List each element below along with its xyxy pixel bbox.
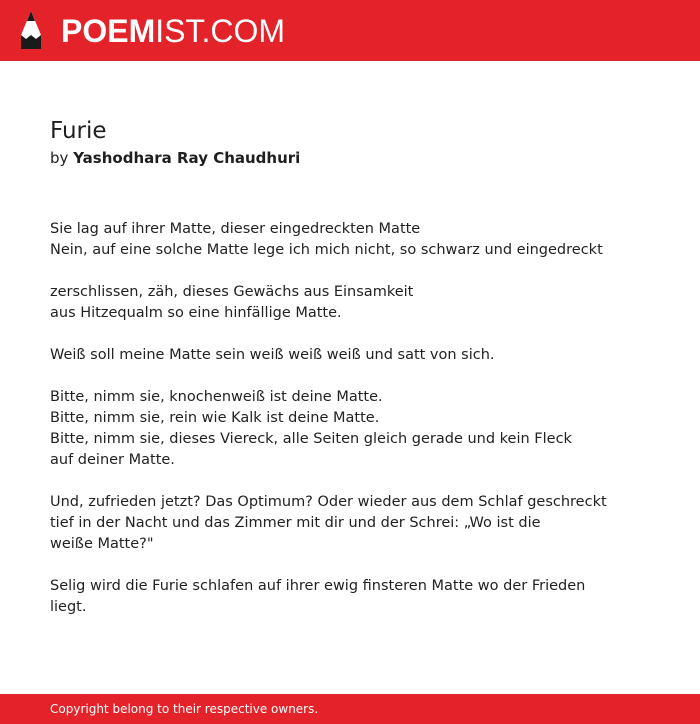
poem-line: zerschlissen, zäh, dieses Gewächs aus Einsamkeit — [50, 284, 414, 300]
poem-title: Furie — [50, 118, 107, 144]
stanza — [50, 282, 650, 324]
stanza — [50, 387, 650, 471]
poem-line: Bitte, nimm sie, rein wie Kalk ist deine Matte. — [50, 410, 380, 426]
poem-line: weiße Matte?" — [50, 536, 154, 552]
poem-line: Und, zufrieden jetzt? Das Optimum? Oder wieder aus dem Schlaf geschreckt — [50, 494, 607, 510]
byline — [50, 149, 300, 167]
stanza — [50, 492, 650, 555]
poem-line: Nein, auf eine solche Matte lege ich mich nicht, so schwarz und eingedreckt — [50, 242, 603, 258]
poem-line: Weiß soll meine Matte sein weiß weiß weiß und satt von sich. — [50, 347, 495, 363]
poem-line: aus Hitzequalm so eine hinfällige Matte. — [50, 305, 342, 321]
poem-line: tief in der Nacht und das Zimmer mit dir und der Schrei: „Wo ist die — [50, 515, 541, 531]
stanza — [50, 345, 650, 366]
site-header — [0, 0, 700, 61]
author-name[interactable]: Yashodhara Ray Chaudhuri — [73, 149, 301, 167]
stanza — [50, 576, 650, 618]
by-label: by — [50, 149, 69, 167]
copyright-text: Copyright belong to their respective owners. — [50, 702, 319, 716]
stanza — [50, 219, 650, 261]
poem-body — [50, 219, 650, 639]
poem-line: Bitte, nimm sie, dieses Viereck, alle Seiten gleich gerade und kein Fleck — [50, 431, 572, 447]
poem-line: auf deiner Matte. — [50, 452, 175, 468]
poem-line: Sie lag auf ihrer Matte, dieser eingedreckten Matte — [50, 221, 421, 237]
poem-line: liegt. — [50, 599, 87, 615]
poem-line: Selig wird die Furie schlafen auf ihrer ewig finsteren Matte wo der Frieden — [50, 578, 586, 594]
poem-line: Bitte, nimm sie, knochenweiß ist deine Matte. — [50, 389, 383, 405]
pencil-tip-icon[interactable] — [19, 9, 43, 53]
site-logo-text[interactable] — [61, 11, 285, 51]
site-footer — [0, 694, 700, 724]
brand-bold: POEM — [61, 13, 156, 49]
brand-light: IST.COM — [155, 13, 286, 49]
